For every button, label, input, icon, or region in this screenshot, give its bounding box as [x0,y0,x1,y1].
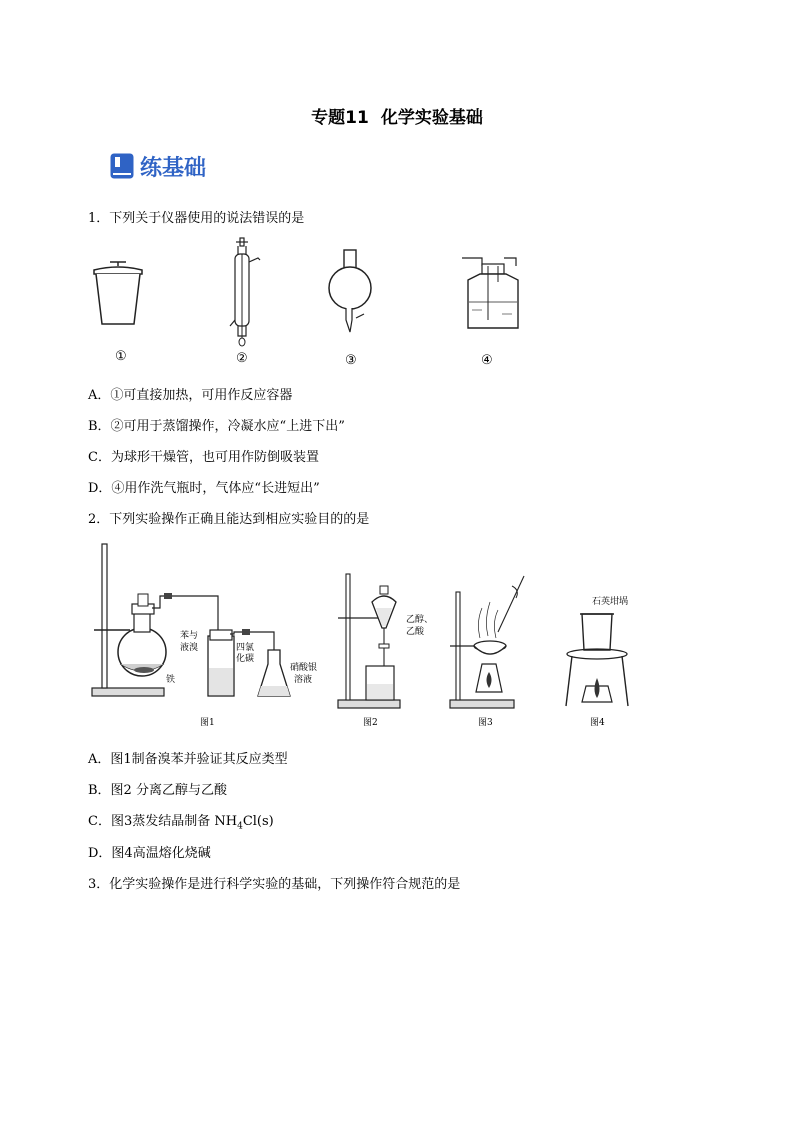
label-ethanol: 乙醇、 [406,615,434,625]
q1-option-d: D．④用作洗气瓶时，气体应“长进短出” [88,481,320,496]
label-quartz-crucible: 石英坩埚 [592,597,629,607]
question-2-stem: 2．下列实验操作正确且能达到相应实验目的的是 [88,512,370,527]
q2-option-c: C．图3蒸发结晶制备 $NH_4Cl(s)$ [88,814,274,832]
question-1-stem: 1．下列关于仪器使用的说法错误的是 [88,211,305,226]
q2-option-d: D．图4高温熔化烧碱 [88,846,211,861]
figure-3-apparatus [446,572,532,712]
condenser-figure [226,236,266,348]
figure-4-label: 图4 [590,718,605,728]
figure-1-label: 图1 [200,718,215,728]
q2-option-b: B．图2 分离乙醇与乙酸 [88,783,227,798]
drying-tube-figure [326,248,376,338]
figure-2-label: 图2 [363,718,378,728]
book-icon [110,153,134,179]
label-bromine: 液溴 [180,643,199,653]
q1-option-a: A．①可直接加热，可用作反应容器 [88,388,293,403]
crucible-figure [90,258,146,330]
formula-nh4cl: $NH_4Cl(s)$ [214,814,274,832]
figure-4-apparatus [564,606,636,710]
figure-label-4: ④ [481,353,493,368]
label-agno3-2: 溶液 [294,675,313,685]
gas-washing-bottle-figure [456,252,528,334]
page-title: 专题11 化学实验基础 [311,108,483,128]
section-header [110,150,206,182]
label-iron: 铁 [166,675,176,685]
figure-label-3: ③ [345,353,357,368]
label-ccl4-1: 四氯 [236,643,255,653]
figure-3-label: 图3 [478,718,493,728]
q1-option-b: B．②可用于蒸馏操作，冷凝水应“上进下出” [88,419,345,434]
figure-label-2: ② [236,351,248,366]
label-agno3-1: 硝酸银 [290,663,318,673]
label-ccl4-2: 化碳 [236,654,255,664]
label-acetic-acid: 乙酸 [406,627,425,637]
q1-option-c: C．为球形干燥管，也可用作防倒吸装置 [88,450,319,465]
question-3-stem: 3．化学实验操作是进行科学实验的基础，下列操作符合规范的是 [88,877,461,892]
q2-option-a: A．图1制备溴苯并验证其反应类型 [88,752,288,767]
figure-label-1: ① [115,349,127,364]
label-benzene: 苯与 [180,631,199,641]
section-label: 练基础 [140,155,207,181]
figure-2-apparatus [332,570,412,710]
